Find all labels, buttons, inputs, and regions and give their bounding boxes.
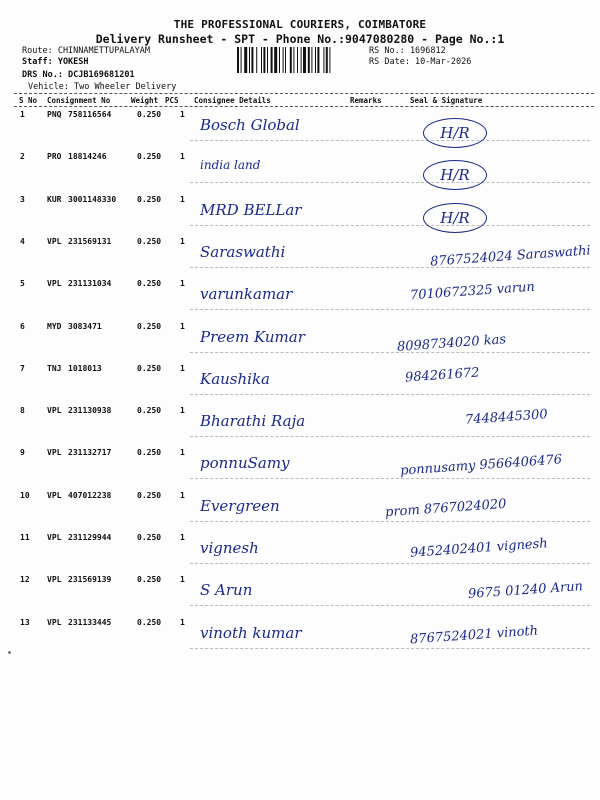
table-row bbox=[0, 237, 600, 279]
serial-number: 12 bbox=[20, 575, 30, 585]
consignee-underline bbox=[190, 648, 590, 649]
receiver-signature: 8767524024 Saraswathi bbox=[429, 243, 592, 270]
hr-stamp: H/R bbox=[423, 118, 487, 148]
drs-number: DRS No.: DCJB169681201 bbox=[22, 70, 135, 80]
consignee-underline bbox=[190, 182, 590, 183]
pcs-count: 1 bbox=[180, 236, 185, 246]
receiver-signature: 7448445300 bbox=[464, 407, 549, 428]
weight-value: 0.250 bbox=[137, 110, 162, 119]
consignee-underline bbox=[190, 436, 590, 437]
serial-number: 11 bbox=[20, 533, 30, 542]
pcs-count: 1 bbox=[180, 448, 185, 458]
consignment-prefix: VPL bbox=[47, 575, 62, 585]
weight-value: 0.250 bbox=[137, 575, 162, 585]
table-row bbox=[0, 110, 600, 152]
consignee-handwriting: india land bbox=[200, 158, 261, 173]
col-consignment: Consignment No bbox=[47, 96, 111, 105]
hr-stamp: H/R bbox=[423, 203, 487, 233]
table-row bbox=[0, 406, 600, 448]
consignment-number: 407012238 bbox=[68, 490, 112, 500]
weight-value: 0.250 bbox=[137, 194, 162, 204]
serial-number: 4 bbox=[20, 236, 25, 246]
consignment-prefix: VPL bbox=[47, 490, 62, 500]
consignee-underline bbox=[190, 563, 590, 564]
consignment-prefix: VPL bbox=[47, 279, 62, 289]
receiver-signature: ponnusamy 9566406476 bbox=[399, 452, 563, 480]
company-name: THE PROFESSIONAL COURIERS, COIMBATORE bbox=[173, 18, 427, 31]
serial-number: 1 bbox=[20, 110, 25, 119]
weight-value: 0.250 bbox=[137, 490, 162, 500]
weight-value: 0.250 bbox=[137, 533, 162, 542]
consignment-number: 231133445 bbox=[68, 617, 112, 627]
col-consignee: Consignee Details bbox=[194, 96, 271, 105]
pcs-count: 1 bbox=[180, 575, 185, 585]
serial-number: 9 bbox=[20, 448, 25, 458]
table-row bbox=[0, 618, 600, 660]
receiver-signature: 8767524021 vinoth bbox=[409, 623, 539, 648]
consignee-underline bbox=[190, 140, 590, 141]
route-label: Route: CHINNAMETTUPALAYAM bbox=[22, 46, 150, 56]
weight-value: 0.250 bbox=[137, 363, 162, 373]
consignment-prefix: TNJ bbox=[47, 363, 62, 373]
serial-number: 7 bbox=[20, 363, 25, 373]
consignment-number: 3083471 bbox=[68, 321, 102, 331]
table-row bbox=[0, 322, 600, 364]
serial-number: 5 bbox=[20, 279, 25, 289]
consignment-prefix: VPL bbox=[47, 533, 62, 542]
receiver-signature: 8098734020 kas bbox=[396, 331, 507, 355]
consignee-handwriting: vignesh bbox=[200, 539, 259, 557]
weight-value: 0.250 bbox=[137, 406, 162, 416]
weight-value: 0.250 bbox=[137, 236, 162, 246]
header-divider-top bbox=[14, 93, 594, 94]
consignment-prefix: KUR bbox=[47, 194, 62, 204]
table-row bbox=[0, 279, 600, 321]
serial-number: 3 bbox=[20, 194, 25, 204]
consignee-underline bbox=[190, 267, 590, 268]
barcode-image bbox=[237, 47, 365, 73]
weight-value: 0.250 bbox=[137, 321, 162, 331]
table-row bbox=[0, 491, 600, 533]
consignee-underline bbox=[190, 225, 590, 226]
consignment-number: 3001148330 bbox=[68, 194, 117, 204]
consignee-underline bbox=[190, 309, 590, 310]
consignee-underline bbox=[190, 521, 590, 522]
consignment-number: 231130938 bbox=[68, 406, 112, 416]
col-remarks: Remarks bbox=[350, 96, 382, 105]
table-row bbox=[0, 533, 600, 575]
consignee-handwriting: S Arun bbox=[200, 581, 253, 600]
runsheet-title: Delivery Runsheet - SPT - Phone No.:9047080280 - Page No.:1 bbox=[95, 32, 505, 46]
consignment-number: 231131034 bbox=[68, 279, 112, 289]
col-pcs: PCS bbox=[165, 96, 179, 105]
consignee-handwriting: Bosch Global bbox=[200, 116, 300, 134]
receiver-signature: 9452402401 vignesh bbox=[409, 536, 549, 561]
weight-value: 0.250 bbox=[137, 152, 162, 162]
receiver-signature: 984261672 bbox=[404, 365, 480, 386]
pcs-count: 1 bbox=[180, 279, 185, 289]
pcs-count: 1 bbox=[180, 617, 185, 627]
staff-label: Staff: YOKESH bbox=[22, 57, 89, 67]
pcs-count: 1 bbox=[180, 110, 185, 119]
pcs-count: 1 bbox=[180, 152, 185, 162]
serial-number: 8 bbox=[20, 406, 25, 416]
header-divider-bottom bbox=[14, 106, 594, 107]
consignee-handwriting: Bharathi Raja bbox=[200, 412, 306, 431]
receiver-signature: prom 8767024020 bbox=[384, 496, 507, 520]
pcs-count: 1 bbox=[180, 321, 185, 331]
pcs-count: 1 bbox=[180, 533, 185, 542]
consignment-prefix: MYD bbox=[47, 321, 62, 331]
consignee-handwriting: Evergreen bbox=[200, 496, 280, 515]
consignee-underline bbox=[190, 394, 590, 395]
weight-value: 0.250 bbox=[137, 617, 162, 627]
table-row bbox=[0, 152, 600, 194]
consignee-handwriting: Preem Kumar bbox=[200, 327, 305, 346]
col-sno: S No bbox=[19, 96, 38, 105]
weight-value: 0.250 bbox=[137, 448, 162, 458]
pcs-count: 1 bbox=[180, 406, 185, 416]
vehicle-label: Vehicle: Two Wheeler Delivery bbox=[28, 82, 177, 92]
pcs-count: 1 bbox=[180, 194, 185, 204]
col-seal-signature: Seal & Signature bbox=[410, 96, 483, 105]
consignment-prefix: VPL bbox=[47, 448, 62, 458]
receiver-signature: 7010672325 varun bbox=[409, 279, 536, 304]
pcs-count: 1 bbox=[180, 363, 185, 373]
consignment-number: 758116564 bbox=[68, 110, 112, 119]
serial-number: 10 bbox=[20, 490, 30, 500]
consignee-handwriting: varunkamar bbox=[200, 285, 293, 304]
consignment-prefix: VPL bbox=[47, 617, 62, 627]
consignee-handwriting: Kaushika bbox=[200, 369, 270, 388]
consignment-number: 231129944 bbox=[68, 533, 112, 542]
serial-number: 6 bbox=[20, 321, 25, 331]
table-row bbox=[0, 448, 600, 490]
consignee-handwriting: ponnuSamy bbox=[200, 454, 290, 473]
serial-number: 2 bbox=[20, 152, 25, 162]
consignee-underline bbox=[190, 352, 590, 353]
table-row bbox=[0, 364, 600, 406]
rs-date: RS Date: 10-Mar-2026 bbox=[369, 57, 472, 67]
consignment-number: 18814246 bbox=[68, 152, 107, 162]
consignment-number: 231569139 bbox=[68, 575, 112, 585]
consignment-number: 1018013 bbox=[68, 363, 102, 373]
consignment-prefix: PRO bbox=[47, 152, 62, 162]
consignment-number: 231132717 bbox=[68, 448, 112, 458]
col-weight: Weight bbox=[131, 96, 159, 105]
consignee-handwriting: MRD BELLar bbox=[200, 200, 302, 219]
table-row bbox=[0, 575, 600, 617]
pcs-count: 1 bbox=[180, 490, 185, 500]
consignment-number: 231569131 bbox=[68, 236, 112, 246]
consignee-underline bbox=[190, 605, 590, 606]
rs-number: RS No.: 1696812 bbox=[369, 46, 446, 56]
receiver-signature: 9675 01240 Arun bbox=[467, 579, 584, 603]
consignment-prefix: VPL bbox=[47, 236, 62, 246]
weight-value: 0.250 bbox=[137, 279, 162, 289]
hr-stamp: H/R bbox=[423, 160, 487, 190]
serial-number: 13 bbox=[20, 617, 30, 627]
consignment-prefix: VPL bbox=[47, 406, 62, 416]
table-row bbox=[0, 195, 600, 237]
consignee-handwriting: Saraswathi bbox=[200, 242, 286, 261]
consignee-handwriting: vinoth kumar bbox=[200, 623, 302, 642]
consignee-underline bbox=[190, 478, 590, 479]
page-speck bbox=[8, 651, 11, 654]
consignment-prefix: PNQ bbox=[47, 110, 62, 119]
